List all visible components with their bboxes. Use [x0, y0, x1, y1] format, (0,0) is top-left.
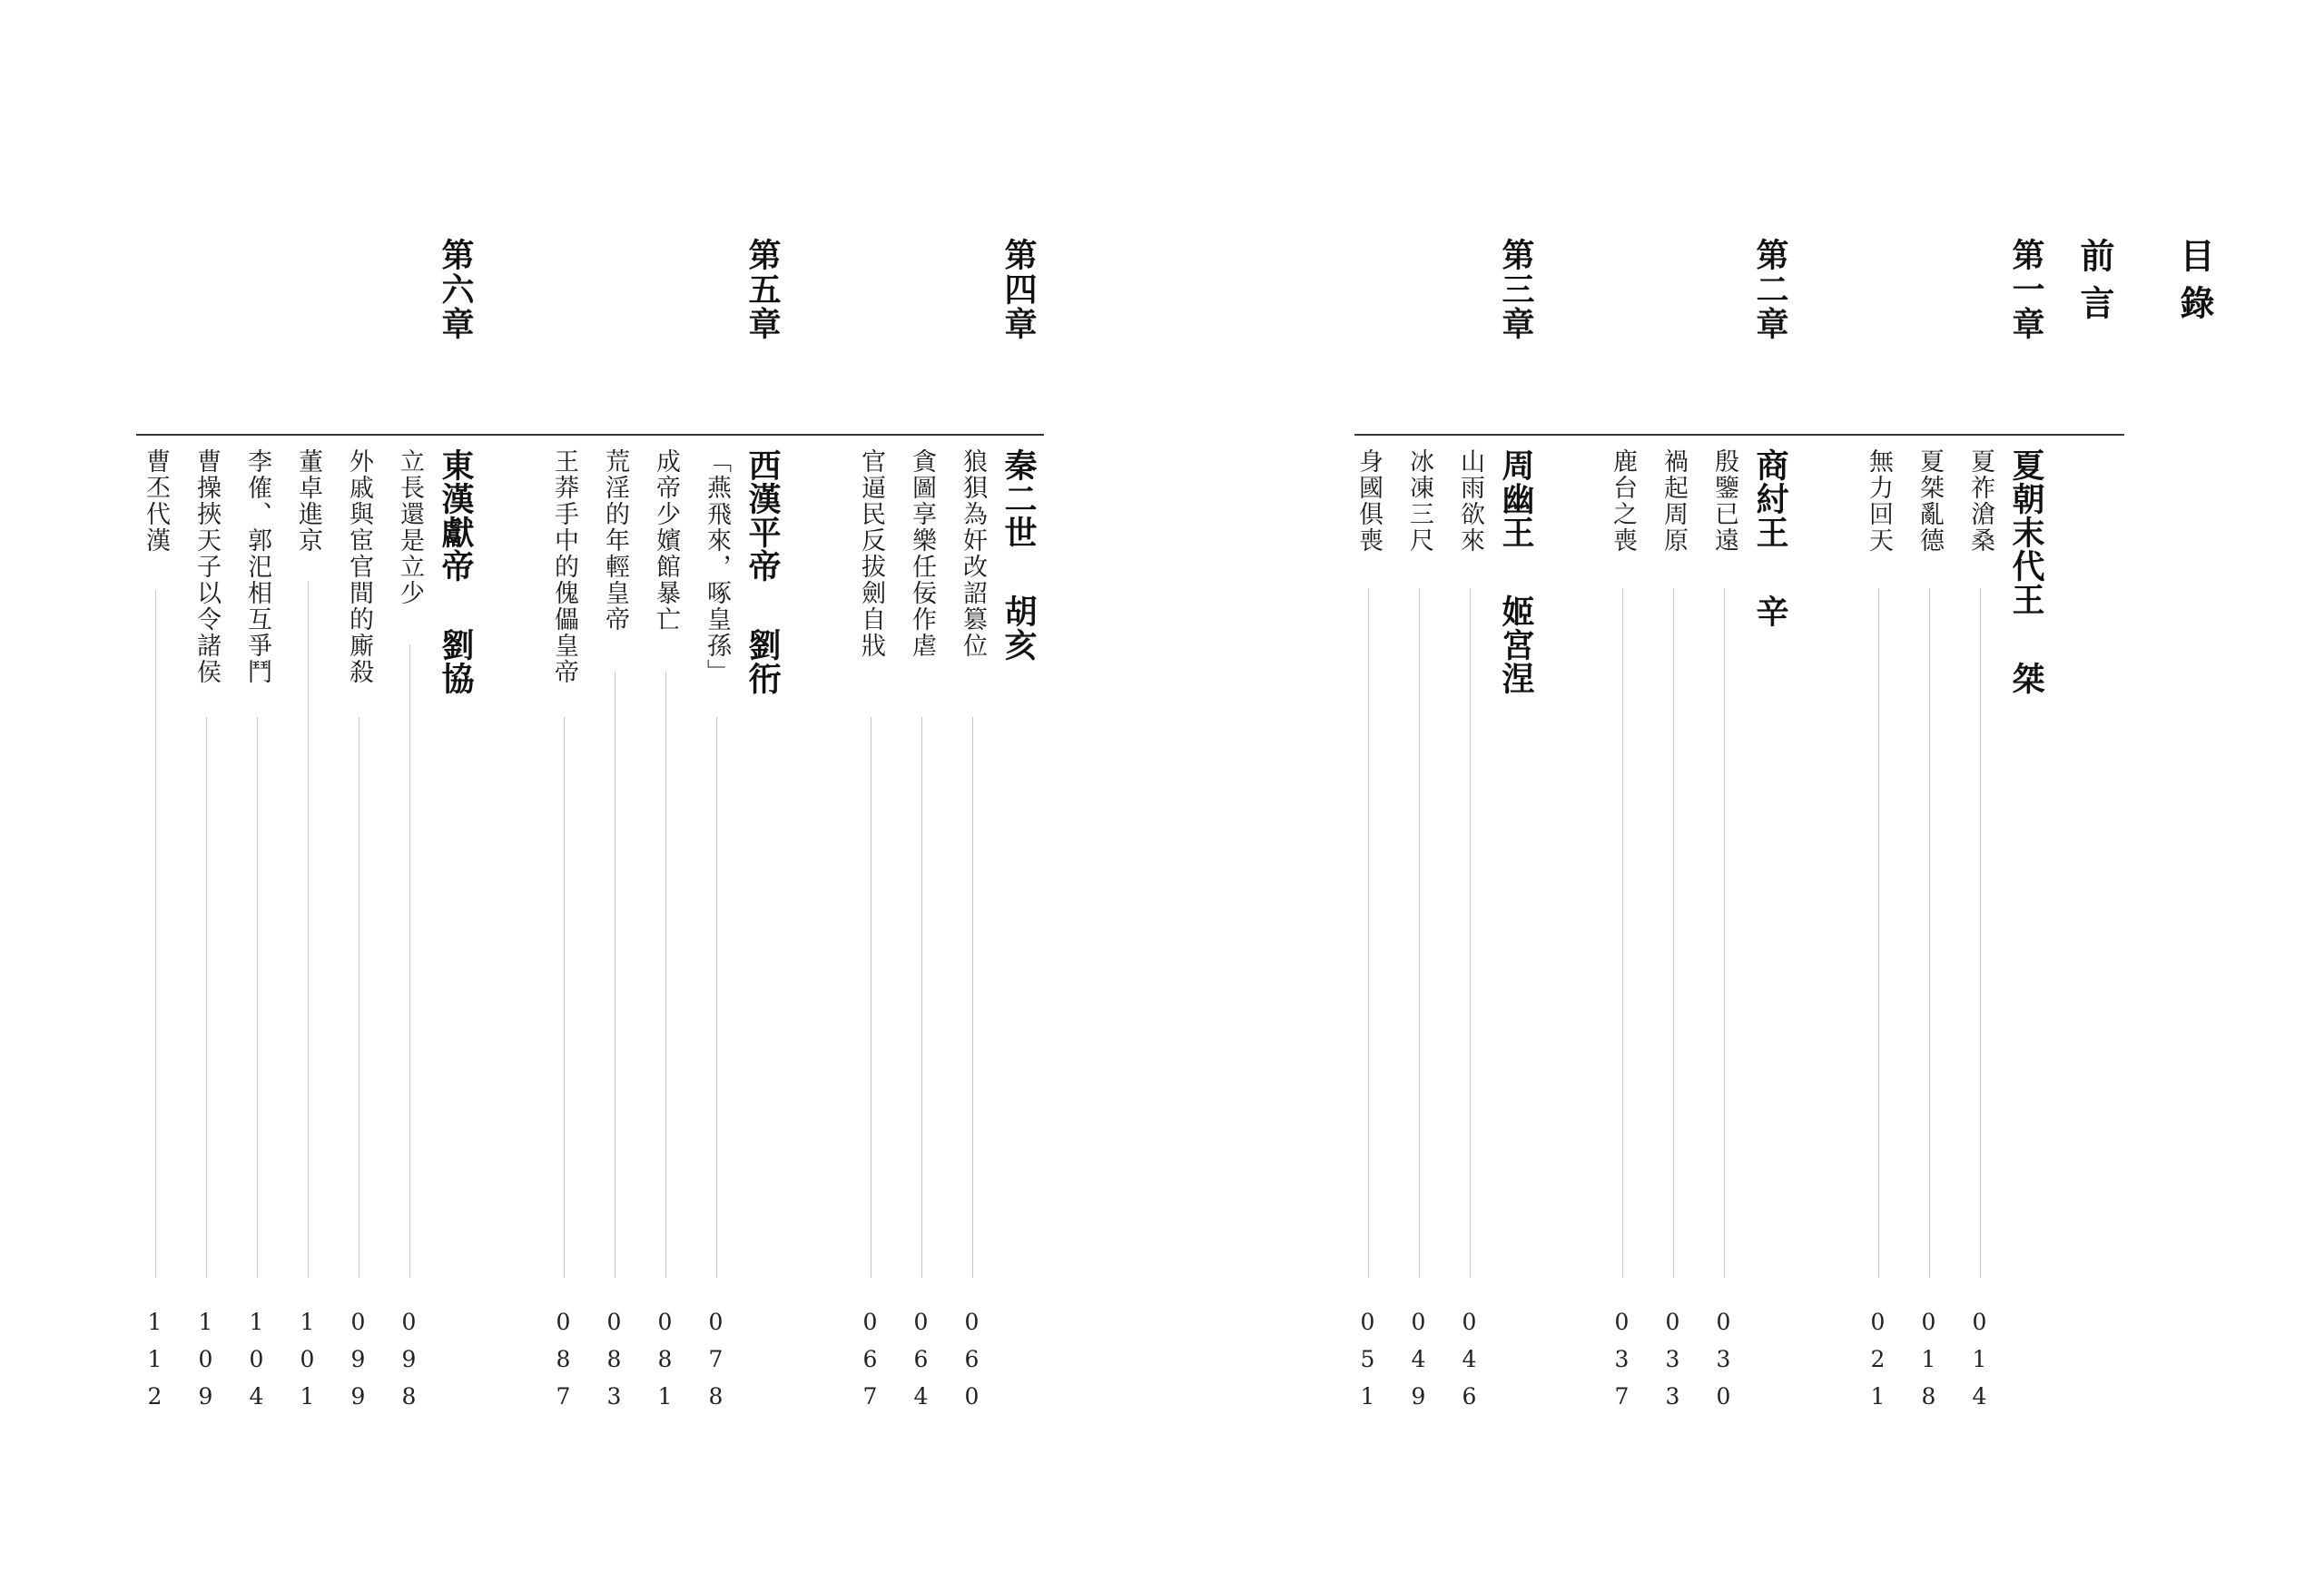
chapter-4-section-1-leader: [972, 717, 973, 1278]
chapter-2-section-3[interactable]: 鹿台之喪: [1609, 448, 1637, 554]
chapter-2-section-1-leader: [1724, 588, 1725, 1278]
chapter-4-section-3[interactable]: 官逼民反拔劍自戕: [857, 448, 885, 659]
chapter-3-section-3-page: 051: [1354, 1309, 1381, 1420]
toc-title: 目錄: [2174, 238, 2215, 332]
chapter-6-section-5-leader: [206, 717, 207, 1278]
chapter-6-label: 第六章: [437, 238, 475, 341]
chapter-6-section-1[interactable]: 立長還是立少: [396, 448, 424, 606]
chapter-6-section-4-page: 104: [243, 1309, 270, 1420]
right-page-rule: [1354, 434, 2124, 436]
chapter-1-section-3-page: 021: [1865, 1309, 1891, 1420]
chapter-5-title[interactable]: [743, 448, 782, 695]
chapter-6-section-3-leader: [308, 581, 309, 1278]
chapter-6-section-4[interactable]: 李傕、郭汜相互爭鬥: [243, 448, 271, 685]
chapter-5-section-3-page: 083: [601, 1309, 627, 1420]
chapter-3-section-3-leader: [1368, 588, 1369, 1278]
chapter-6-title[interactable]: [437, 448, 475, 695]
chapter-2-title[interactable]: [1751, 448, 1789, 628]
chapter-6-name: 劉協: [437, 628, 475, 695]
chapter-5-section-1-leader: [716, 717, 717, 1278]
chapter-1-section-1[interactable]: 夏祚滄桑: [1966, 448, 1994, 554]
chapter-5-section-1-page: 078: [703, 1309, 729, 1420]
chapter-4-section-2-leader: [921, 717, 922, 1278]
chapter-6-section-3-page: 101: [294, 1309, 320, 1420]
chapter-6-section-6-leader: [155, 590, 156, 1278]
chapter-4-title[interactable]: [1000, 448, 1038, 662]
chapter-4-section-3-page: 067: [857, 1309, 883, 1420]
chapter-4-section-2-page: 064: [908, 1309, 934, 1420]
chapter-2-section-3-leader: [1622, 588, 1623, 1278]
chapter-6-section-1-leader: [409, 644, 410, 1278]
chapter-5-section-2[interactable]: 成帝少嬪館暴亡: [652, 448, 680, 633]
chapter-6-section-5-page: 109: [192, 1309, 219, 1420]
chapter-5-section-4-page: 087: [550, 1309, 576, 1420]
chapter-2-section-1-page: 030: [1710, 1309, 1737, 1420]
chapter-1-emperor: 夏朝末代王: [2007, 448, 2045, 616]
chapter-3-name: 姬宮涅: [1497, 594, 1535, 695]
chapter-5-label: 第五章: [743, 238, 782, 341]
chapter-3-section-2-page: 049: [1405, 1309, 1432, 1420]
chapter-2-section-2-page: 033: [1659, 1309, 1686, 1420]
chapter-2-section-2[interactable]: 禍起周原: [1659, 448, 1688, 554]
chapter-3-section-2[interactable]: 冰凍三尺: [1405, 448, 1433, 554]
chapter-3-section-1-leader: [1470, 588, 1471, 1278]
chapter-2-section-2-leader: [1673, 588, 1674, 1278]
chapter-4-section-3-leader: [871, 717, 872, 1278]
chapter-3-section-1[interactable]: 山雨欲來: [1456, 448, 1484, 554]
preface-heading[interactable]: 前言: [2074, 238, 2115, 332]
chapter-4-section-2[interactable]: 貪圖享樂任佞作虐: [908, 448, 936, 659]
chapter-3-section-1-page: 046: [1456, 1309, 1482, 1420]
chapter-6-section-4-leader: [257, 717, 258, 1278]
chapter-2-name: 辛: [1751, 594, 1789, 628]
chapter-2-label: 第二章: [1751, 238, 1789, 341]
chapter-5-section-1[interactable]: 「燕飛來，啄皇孫」: [703, 448, 731, 685]
chapter-4-section-1[interactable]: 狼狽為奸改詔篡位: [959, 448, 987, 659]
chapter-4-section-1-page: 060: [959, 1309, 985, 1420]
chapter-6-section-3[interactable]: 董卓進京: [294, 448, 322, 554]
chapter-3-emperor: 周幽王: [1497, 448, 1535, 549]
chapter-5-emperor: 西漢平帝: [743, 448, 782, 583]
chapter-6-emperor: 東漢獻帝: [437, 448, 475, 583]
chapter-1-name: 桀: [2007, 662, 2045, 695]
chapter-1-section-3[interactable]: 無力回天: [1865, 448, 1893, 554]
chapter-6-section-5[interactable]: 曹操挾天子以令諸侯: [192, 448, 221, 685]
chapter-2-section-1[interactable]: 殷鑒已遠: [1710, 448, 1738, 554]
chapter-1-section-3-leader: [1878, 588, 1879, 1278]
left-page-rule: [136, 434, 1044, 436]
chapter-1-section-2-page: 018: [1915, 1309, 1942, 1420]
chapter-4-emperor: 秦二世: [1000, 448, 1038, 549]
chapter-1-section-1-page: 014: [1966, 1309, 1993, 1420]
chapter-5-section-4-leader: [564, 717, 565, 1278]
chapter-1-section-1-leader: [1980, 588, 1981, 1278]
chapter-3-title[interactable]: [1497, 448, 1535, 695]
chapter-5-section-4[interactable]: 王莽手中的傀儡皇帝: [550, 448, 578, 685]
chapter-6-section-1-page: 098: [396, 1309, 422, 1420]
chapter-1-label: 第一章: [2007, 238, 2045, 341]
chapter-5-section-2-page: 081: [652, 1309, 678, 1420]
chapter-5-section-2-leader: [665, 672, 666, 1278]
chapter-1-section-2-leader: [1929, 588, 1930, 1278]
chapter-6-section-6[interactable]: 曹丕代漢: [142, 448, 170, 554]
chapter-5-section-3[interactable]: 荒淫的年輕皇帝: [601, 448, 629, 633]
chapter-3-label: 第三章: [1497, 238, 1535, 341]
chapter-5-name: 劉衎: [743, 628, 782, 695]
chapter-6-section-2[interactable]: 外戚與宦官間的廝殺: [345, 448, 373, 685]
chapter-2-section-3-page: 037: [1609, 1309, 1635, 1420]
chapter-6-section-2-page: 099: [345, 1309, 371, 1420]
chapter-3-section-2-leader: [1419, 588, 1420, 1278]
chapter-4-name: 胡亥: [1000, 594, 1038, 662]
chapter-6-section-6-page: 112: [142, 1309, 168, 1420]
chapter-3-section-3[interactable]: 身國俱喪: [1354, 448, 1383, 554]
chapter-1-title[interactable]: [2007, 448, 2045, 695]
chapter-1-section-2[interactable]: 夏桀亂德: [1915, 448, 1944, 554]
chapter-4-label: 第四章: [1000, 238, 1038, 341]
chapter-2-emperor: 商紂王: [1751, 448, 1789, 549]
